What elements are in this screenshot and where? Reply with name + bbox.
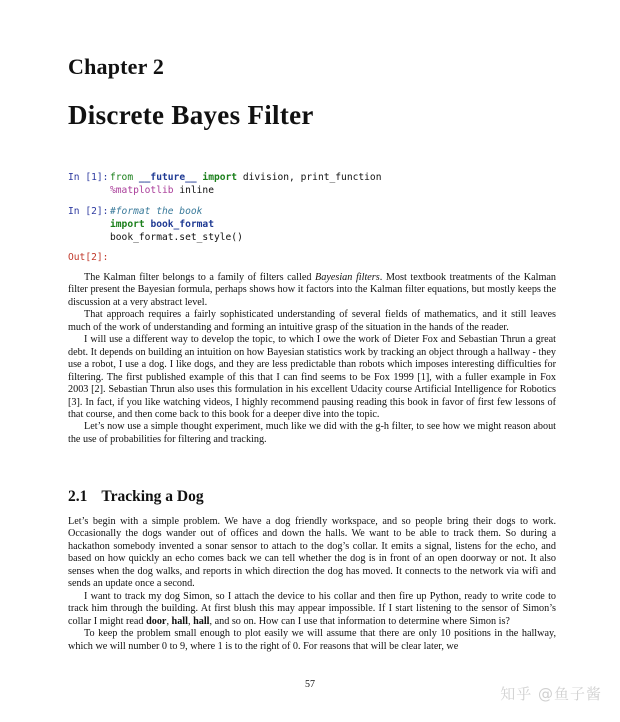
section-text (68, 516, 556, 653)
code-module: __future__ (133, 172, 203, 183)
output-cell-2 (68, 251, 110, 264)
paragraph: To keep the problem small enough to plot easily we will assume that there are only 10 positions in the hallway, which we will number 0 to 9, where 1 is to the right of 0. For reasons that will be clear later, we (68, 628, 556, 652)
code-magic: %matplotlib (110, 185, 174, 196)
text-run: I want to track my dog Simon, so I attach the device to his collar and then fire up Python, ready to write code to track him through the building. At first blush this may appear impossible. If I start listening to the sensor of Simon’s collar I might read (68, 590, 556, 627)
code-keyword: import (202, 172, 238, 183)
code-line (68, 184, 381, 197)
code-line (68, 171, 381, 184)
section-heading (68, 488, 204, 506)
paragraph (68, 272, 556, 309)
code-text: book_format.set_style() (110, 232, 243, 243)
chapter-label: Chapter 2 (68, 54, 165, 79)
code-comment: #format the book (110, 206, 203, 217)
emphasis-text: Bayesian filters (315, 272, 380, 283)
text-run: , and so on. How can I use that information to determine where Simon is? (209, 615, 510, 627)
code-keyword: from (110, 172, 134, 183)
text-run: , (187, 615, 194, 627)
bold-text: hall (193, 615, 210, 627)
code-cell-2 (68, 205, 243, 244)
chapter-title: Discrete Bayes Filter (68, 100, 314, 130)
paragraph (68, 591, 556, 628)
code-line (68, 218, 243, 231)
code-module: book_format (150, 219, 214, 230)
code-text: division, print_function (237, 172, 382, 183)
bold-text: door (146, 615, 167, 627)
page-number: 57 (305, 679, 315, 690)
section-number: 2.1 (68, 488, 88, 505)
input-prompt: In [1]: (68, 172, 109, 183)
text-run: , (166, 615, 172, 627)
paragraph: Let’s begin with a simple problem. We have a dog friendly workspace, and so people bring their dogs to work. Occasionally the dogs wander out of offices and down the halls. We want to be able to track them. So during a hackathon somebody invented a sonar sensor to attach to the dog’s collar. It emits a signal, listens for the echo, and based on how quickly an echo comes back we can tell whether the dog is in front of an open doorway or not. It also senses when the dog walks, and reports in which direction the dog has moved. It connects to the network via wifi and sends an update once a second. (68, 516, 556, 590)
bold-text: hall (171, 615, 188, 627)
text-run: The Kalman filter belongs to a family of filters called (84, 272, 316, 283)
code-keyword: import (110, 219, 145, 230)
intro-text (68, 272, 556, 446)
paragraph: Let’s now use a simple thought experiment, much like we did with the g-h filter, to see how we might reason about the use of probabilities for filtering and tracking. (68, 421, 556, 445)
output-prompt: Out[2]: (68, 252, 109, 263)
paragraph: I will use a different way to develop the topic, to which I owe the work of Dieter Fox and Sebastian Thrun a great debt. It depends on building an intuition on how Bayesian statistics work by tracking an object through a hallway - they use a robot, I use a dog. I like dogs, and they are less predictable than robots which imposes interesting difficulties for filtering. The first published example of this that I can find seems to be Fox 1999 [1], with a fuller example in Fox 2003 [2]. Sebastian Thrun also uses this formulation in his excellent Udacity course Artificial Intelligence for Robotics [3]. In fact, if you like watching videos, I highly recommend pausing reading this book in favor of first few lessons of that course, and then come back to this book for a deeper dive into the topic. (68, 334, 556, 420)
paragraph: That approach requires a fairly sophisticated understanding of several fields of mathematics, and it still leaves much of the work of understanding and forming an intuitive grasp of the situation in the hands of the reader. (68, 309, 556, 333)
text-run: . Most textbook treatments of the Kalman filter present the Bayesian formula, perhaps shows how it factors into the Kalman filter equations, but mostly keeps the discussion at a very abstract level. (68, 272, 556, 308)
code-line (68, 231, 243, 244)
code-cell-1 (68, 171, 381, 197)
code-line (68, 205, 243, 218)
input-prompt: In [2]: (68, 206, 109, 217)
section-title: Tracking a Dog (101, 488, 204, 505)
watermark: 知乎 @鱼子酱 (500, 685, 602, 703)
code-text: inline (173, 185, 214, 196)
